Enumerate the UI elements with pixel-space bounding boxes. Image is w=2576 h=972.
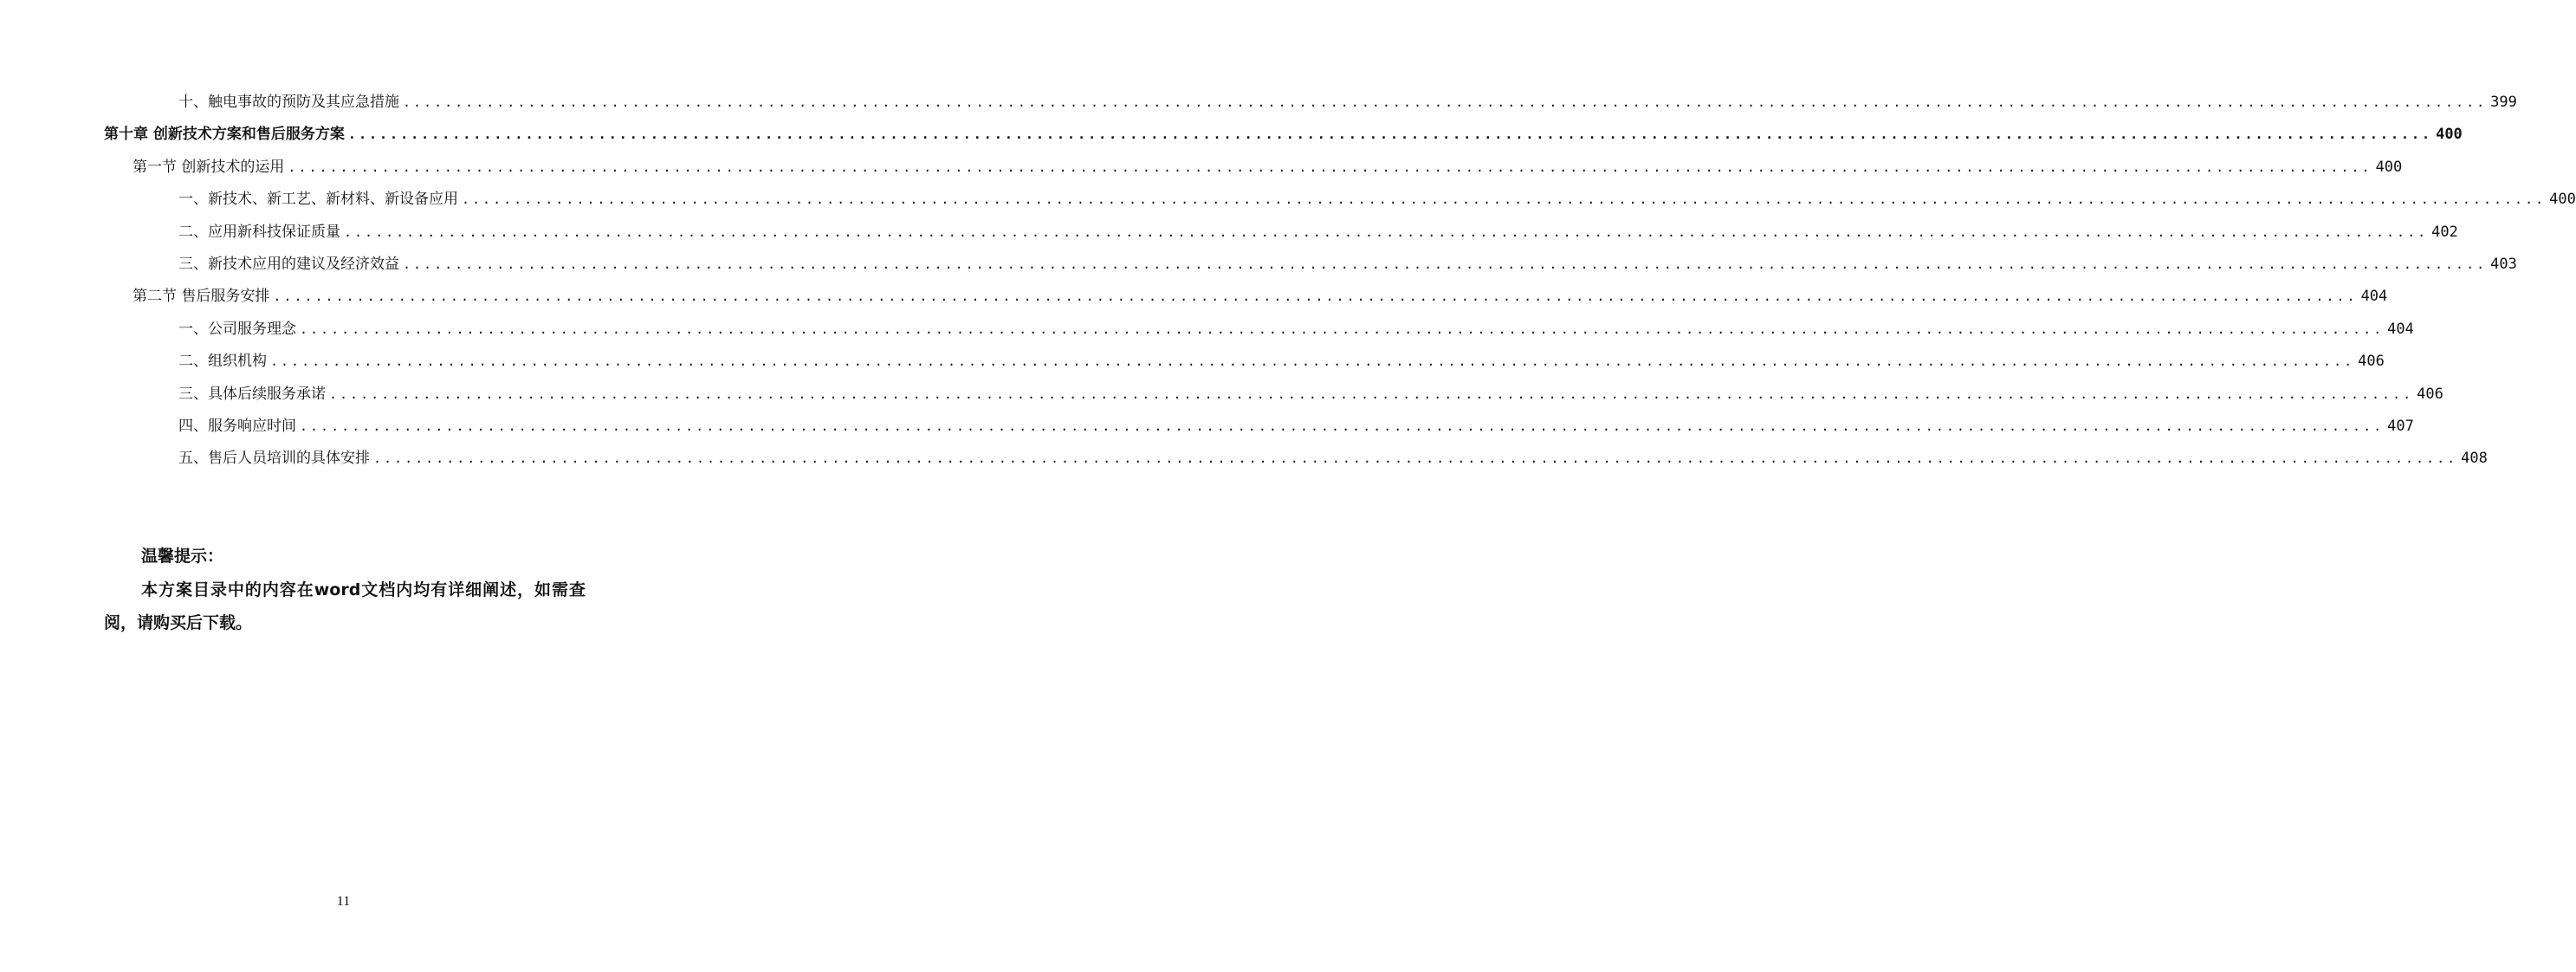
toc-entry-title: 十、触电事故的预防及其应急措施: [178, 94, 399, 111]
toc-entry: [104, 119, 2463, 151]
toc-dot-leader: ........................................................................................................................................................................................................: [373, 450, 2458, 467]
toc-entry-page: 400: [2375, 158, 2403, 176]
tip-body: 本方案目录中的内容在word文档内均有详细阐述，如需查阅，请购买后下载。: [104, 580, 586, 632]
toc-entry: [178, 443, 2488, 475]
toc-entry: [178, 379, 2443, 411]
toc-entry-page: 407: [2387, 418, 2414, 435]
toc-entry-page: 406: [2417, 385, 2443, 403]
toc-entry-title: 三、具体后续服务承诺: [178, 385, 326, 403]
tip-title: 温馨提示：: [141, 547, 224, 566]
toc-dot-leader: ........................................................................................................................................................................................................: [300, 418, 2385, 434]
toc-entry: [178, 411, 2414, 443]
toc-dot-leader: ........................................................................................................................................................................................................: [462, 191, 2547, 208]
table-of-contents: [0, 0, 2576, 485]
toc-dot-leader: ........................................................................................................................................................................................................: [288, 159, 2372, 175]
toc-entry: [178, 249, 2517, 281]
toc-entry-title: 五、售后人员培训的具体安排: [178, 450, 370, 468]
toc-entry: [178, 346, 2385, 378]
toc-entry-page: 404: [2360, 288, 2388, 306]
toc-entry-title: 一、公司服务理念: [178, 320, 296, 338]
toc-entry-title: 三、新技术应用的建议及经济效益: [178, 256, 399, 273]
page-number: 11: [336, 894, 351, 909]
toc-entry-page: 403: [2490, 256, 2517, 273]
toc-entry-title: 第二节 售后服务安排: [133, 288, 270, 306]
toc-entry: [178, 87, 2517, 119]
toc-entry-page: 406: [2358, 353, 2385, 371]
toc-entry-title: 一、新技术、新工艺、新材料、新设备应用: [178, 191, 458, 209]
toc-entry-title: 第十章 创新技术方案和售后服务方案: [104, 126, 345, 144]
toc-dot-leader: ........................................................................................................................................................................................................: [344, 224, 2429, 240]
toc-entry-page: 399: [2490, 94, 2517, 111]
toc-entry-title: 二、应用新科技保证质量: [178, 223, 340, 241]
toc-dot-leader: ........................................................................................................................................................................................................: [403, 256, 2488, 272]
toc-entry: [178, 184, 2576, 216]
toc-entry-title: 第一节 创新技术的运用: [133, 158, 285, 176]
toc-entry-title: 四、服务响应时间: [178, 418, 296, 435]
toc-entry-page: 400: [2549, 191, 2576, 209]
toc-entry-page: 404: [2387, 320, 2414, 338]
toc-entry: [178, 314, 2414, 346]
toc-dot-leader: ........................................................................................................................................................................................................: [300, 321, 2385, 337]
toc-entry: [178, 217, 2458, 249]
toc-entry-page: 408: [2461, 450, 2488, 468]
toc-entry: [133, 152, 2403, 184]
toc-dot-leader: ........................................................................................................................................................................................................: [273, 288, 2358, 305]
toc-dot-leader: ........................................................................................................................................................................................................: [270, 353, 2355, 370]
toc-entry-title: 二、组织机构: [178, 353, 267, 371]
toc-entry-page: 402: [2431, 223, 2458, 241]
toc-dot-leader: ........................................................................................................................................................................................................: [347, 126, 2433, 143]
toc-dot-leader: ........................................................................................................................................................................................................: [329, 386, 2414, 402]
toc-entry: [133, 281, 2388, 313]
toc-dot-leader: ........................................................................................................................................................................................................: [403, 94, 2488, 110]
toc-entry-page: 400: [2436, 126, 2463, 144]
